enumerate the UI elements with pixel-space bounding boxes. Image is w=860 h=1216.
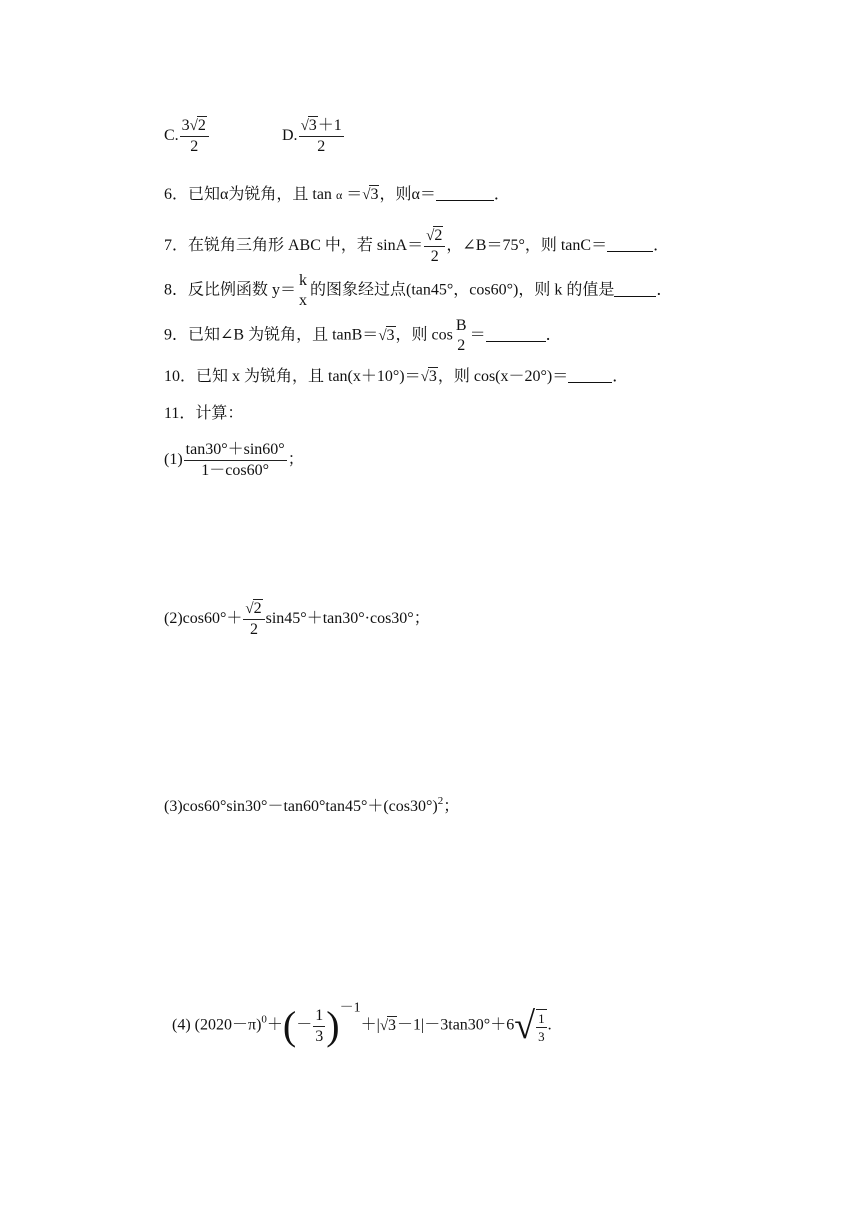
question-6: 6．已知α为锐角，且 tan α ＝√3，则α＝ ． xyxy=(164,186,510,203)
question-11-part-2: (2)cos60°＋ $\frac{√2}{2}$ sin45°＋tan30°·cos30°； xyxy=(164,600,430,638)
option-c-fraction: $\frac{3√2}{2}$ xyxy=(180,118,209,155)
answer-blank[interactable] xyxy=(486,327,546,342)
right-paren: ) xyxy=(326,1003,340,1048)
left-paren: ( xyxy=(282,1003,297,1048)
option-d: D. $\frac{√3+1}{2}$ xyxy=(282,117,342,155)
question-9: 9．已知∠B 为锐角，且 tanB＝√3，则 cos B 2 ＝ ． xyxy=(164,317,562,354)
question-11-part-3: $(3)\cos 60^\circ\sin 30^\circ-\tan 60^\circ\tan 45^\circ+(\cos 30^\circ)^2$； xyxy=(164,795,460,815)
option-d-fraction: $\frac{√3+1}{2}$ xyxy=(300,117,342,155)
sqrt-one-third: √ $\frac{1}{3}$ xyxy=(514,1005,545,1047)
question-11-part-1: (1) $\frac{\tan 30^\circ+\sin 60^\circ}{1-\cos 60^\circ}$ ； xyxy=(164,441,304,479)
answer-blank[interactable] xyxy=(614,282,656,297)
question-11-part-4: (4) $(2020-\pi)^0+(-$ $\frac{1}{3}$ )$^{-1}$＋|√3－1|－3tan30°＋6√ $\frac{1}{3}$ . xyxy=(172,1000,552,1048)
question-10: 10．已知 x 为锐角，且 tan(x＋10°)＝√3，则 cos(x－20°)＝ ． xyxy=(164,368,629,385)
question-8: 8．反比例函数 y＝ k x 的图象经过点(tan45°，cos60°)，则 k 的值是 ． xyxy=(164,272,673,309)
question-11-title: 11．计算： xyxy=(164,405,244,422)
question-7: 7．在锐角三角形 ABC 中，若 sinA＝ $\frac{√2}{2}$ ，∠B＝75°，则 tanC＝ ． xyxy=(164,227,670,265)
option-c: C. $\frac{3√2}{2}$ xyxy=(164,118,210,155)
answer-blank[interactable] xyxy=(568,368,612,383)
answer-blank[interactable] xyxy=(607,237,653,252)
answer-blank[interactable] xyxy=(436,186,494,201)
